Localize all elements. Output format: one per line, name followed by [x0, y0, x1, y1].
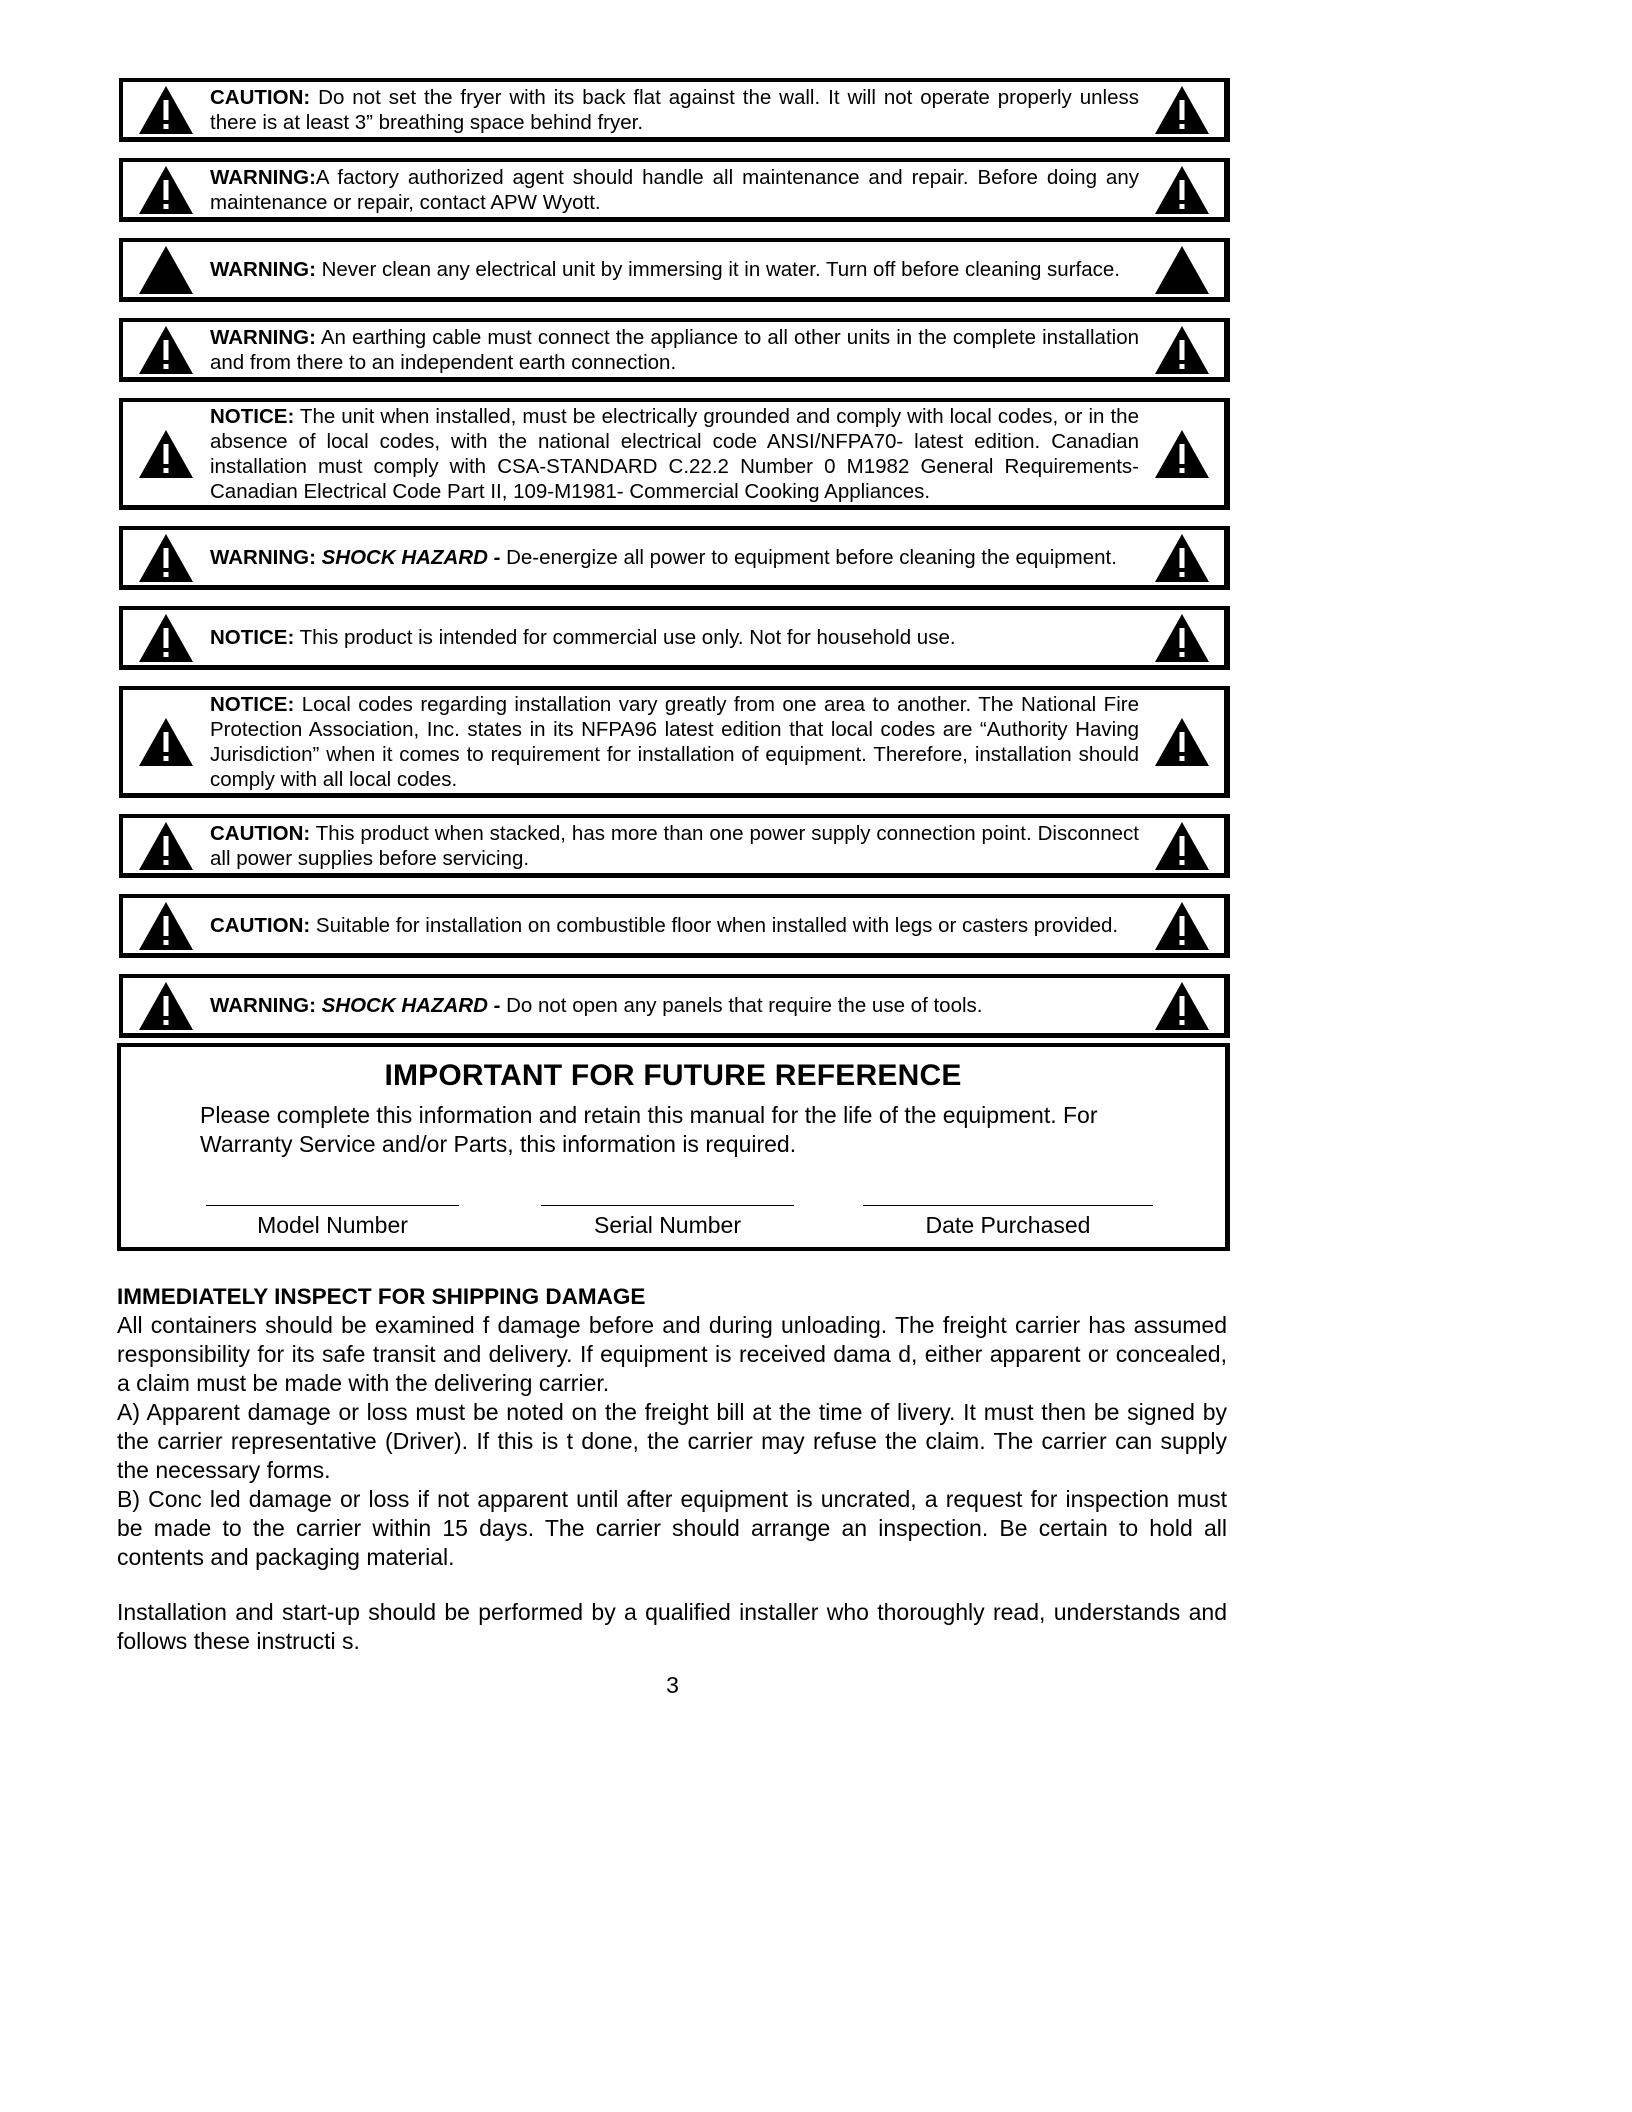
- paragraph: A) Apparent damage or loss must be noted on the freight bill at the time of livery. It must then be signed by the carrier representative (Driver). If this is t done, the carrier may refuse the claim. The carrier can supply the necessary forms.: [117, 1399, 1227, 1483]
- reference-body: Please complete this information and retain this manual for the life of the equipment. For Warranty Service and/or Parts, this information is required.: [200, 1102, 1098, 1157]
- serial-number-line: [541, 1205, 794, 1206]
- notice-text: WARNING: Never clean any electrical unit by immersing it in water. Turn off before cleaning surface.: [210, 258, 1120, 281]
- warning-triangle-icon: [137, 900, 195, 952]
- warning-triangle-icon: [137, 612, 195, 664]
- warning-triangle-icon: [1153, 532, 1211, 584]
- reference-title: IMPORTANT FOR FUTURE REFERENCE: [384, 1059, 962, 1092]
- warning-triangle-icon: [137, 244, 195, 296]
- warning-triangle-icon: [137, 428, 195, 480]
- notice-text: WARNING: SHOCK HAZARD - Do not open any panels that require the use of tools.: [210, 994, 983, 1017]
- warning-triangle-icon: [1153, 980, 1211, 1032]
- future-reference-box: [117, 1043, 1230, 1251]
- model-number-label: Model Number: [257, 1212, 408, 1238]
- section-heading: IMMEDIATELY INSPECT FOR SHIPPING DAMAGE: [117, 1284, 646, 1309]
- warning-triangle-icon: [137, 324, 195, 376]
- safety-notices: [119, 78, 1230, 1054]
- warning-triangle-icon: [1153, 324, 1211, 376]
- serial-number-label: Serial Number: [594, 1212, 741, 1238]
- notice-text: NOTICE: This product is intended for commercial use only. Not for household use.: [210, 626, 956, 649]
- notice-box: [119, 526, 1230, 590]
- warning-triangle-icon: [1153, 244, 1211, 296]
- warning-triangle-icon: [137, 84, 195, 136]
- warning-triangle-icon: [1153, 820, 1211, 872]
- warning-triangle-icon: [1153, 164, 1211, 216]
- warning-triangle-icon: [137, 532, 195, 584]
- warning-triangle-icon: [137, 716, 195, 768]
- warning-triangle-icon: [1153, 612, 1211, 664]
- warning-triangle-icon: [1153, 900, 1211, 952]
- notice-box: [119, 238, 1230, 302]
- notice-box: [119, 606, 1230, 670]
- notice-box: [119, 686, 1230, 798]
- notice-box: [119, 398, 1230, 510]
- warning-triangle-icon: [1153, 428, 1211, 480]
- notice-text: CAUTION: This product when stacked, has more than one power supply connection point. Disconnect all power supplies before servicing.: [210, 821, 1139, 870]
- model-number-line: [206, 1205, 459, 1206]
- notice-box: [119, 974, 1230, 1038]
- notice-text: NOTICE: The unit when installed, must be electrically grounded and comply with local codes, or in the absence of local codes, with the national electrical code ANSI/NFPA70- latest edition. Canadian installation must comply with CSA-STANDARD C.22.2 Number 0 M1982 General Requirements-Canadian Electrical Code Part II, 109-M1981- Commercial Cooking Appliances.: [210, 404, 1139, 503]
- paragraph: B) Conc led damage or loss if not apparent until after equipment is uncrated, a request for inspection must be made to the carrier within 15 days. The carrier should arrange an inspection. Be certain to hold all contents and packaging material.: [117, 1486, 1227, 1570]
- notice-text: WARNING:A factory authorized agent should handle all maintenance and repair. Before doing any maintenance or repair, contact APW Wyott.: [210, 165, 1139, 214]
- date-purchased-label: Date Purchased: [925, 1212, 1091, 1238]
- warning-triangle-icon: [137, 980, 195, 1032]
- notice-text: CAUTION: Suitable for installation on combustible floor when installed with legs or casters provided.: [210, 914, 1119, 937]
- notice-text: WARNING: An earthing cable must connect the appliance to all other units in the complete installation and from there to an independent earth connection.: [210, 325, 1139, 374]
- notice-box: [119, 814, 1230, 878]
- notice-text: CAUTION: Do not set the fryer with its back flat against the wall. It will not operate properly unless there is at least 3” breathing space behind fryer.: [210, 85, 1139, 134]
- notice-box: [119, 318, 1230, 382]
- notice-text: NOTICE: Local codes regarding installation vary greatly from one area to another. The National Fire Protection Association, Inc. states in its NFPA96 latest edition that local codes are “Authority Having Jurisdiction” when it comes to requirement for installation of equipment. Therefore, installation should comply with all local codes.: [210, 692, 1139, 791]
- notice-text: WARNING: SHOCK HAZARD - De-energize all power to equipment before cleaning the equipment.: [210, 546, 1117, 569]
- paragraph: Installation and start-up should be performed by a qualified installer who thoroughly read, understands and follows these instructi s.: [117, 1599, 1227, 1654]
- date-purchased-line: [863, 1205, 1153, 1206]
- paragraph: All containers should be examined f damage before and during unloading. The freight carrier has assumed responsibility for its safe transit and delivery. If equipment is received dama d, either apparent or concealed, a claim must be made with the delivering carrier.: [117, 1312, 1227, 1396]
- page-number: 3: [666, 1672, 679, 1698]
- warning-triangle-icon: [1153, 84, 1211, 136]
- notice-box: [119, 894, 1230, 958]
- warning-triangle-icon: [137, 164, 195, 216]
- warning-triangle-icon: [1153, 716, 1211, 768]
- warning-triangle-icon: [137, 820, 195, 872]
- notice-box: [119, 158, 1230, 222]
- notice-box: [119, 78, 1230, 142]
- shipping-damage-section: [117, 1282, 1227, 1656]
